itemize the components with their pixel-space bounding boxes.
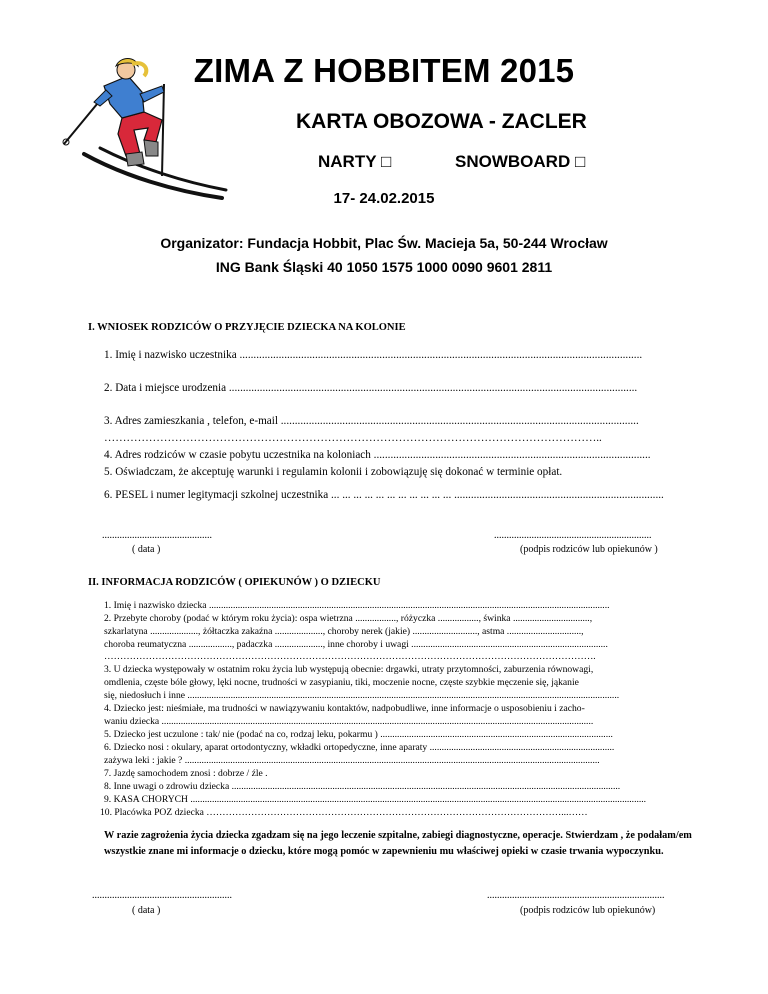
date-label-1: ( data ) <box>132 544 161 555</box>
organizer-info: Organizator: Fundacja Hobbit, Plac Św. Macieja 5a, 50-244 Wrocław <box>160 235 608 251</box>
form-line[interactable]: waniu dziecka .................................................................................................................................................................................... <box>104 716 594 727</box>
camp-dates: 17- 24.02.2015 <box>333 190 435 207</box>
signature-label-1: (podpis rodziców lub opiekunów ) <box>520 544 658 555</box>
form-line[interactable]: ………………………………………………………………………………………………………………………………………. <box>104 651 596 662</box>
form-line: 3. U dziecka występowały w ostatnim roku życia lub występują obecnie: drgawki, utraty przytomności, zaburzenia równowagi, <box>104 664 594 675</box>
date-label-2: ( data ) <box>132 905 161 916</box>
form-line[interactable]: szkarlatyna ...................., żółtaczka zakaźna ...................., choroby nerek (jakie) ..........................., astma ..............................., <box>104 626 584 637</box>
form-line[interactable]: 3. Adres zamieszkania , telefon, e-mail ................................................................................................................................ <box>104 415 639 427</box>
form-line[interactable]: 6. PESEL i numer legitymacji szkolnej uczestnika ... ... ... ... ... ... ... ... ... ... ... ........................................................................... <box>104 489 664 501</box>
date-field-2[interactable]: ........................................................ <box>92 890 232 901</box>
form-line[interactable]: 1. Imię i nazwisko uczestnika ................................................................................................................................................ <box>104 349 643 361</box>
form-line[interactable]: się, niedosłuch i inne .................................................................................................................................................................................... <box>104 690 620 701</box>
form-line[interactable]: 6. Dziecko nosi : okulary, aparat ortodontyczny, wkładki ortopedyczne, inne aparaty ............................................................................. <box>104 742 615 753</box>
form-line: omdlenia, częste bóle głowy, lęki nocne, trudności w zasypianiu, tiki, moczenie nocne, częste szybkie męczenie się, jąkanie <box>104 677 579 688</box>
signature-field-2[interactable]: ....................................................................... <box>487 890 665 901</box>
signature-label-2: (podpis rodziców lub opiekunów) <box>520 905 656 916</box>
form-line[interactable]: 2. Przebyte choroby (podać w którym roku życia): ospa wietrzna ................., różyczka ................., świnka ................................, <box>104 613 593 624</box>
option-snowboard-checkbox[interactable]: SNOWBOARD □ <box>455 152 586 171</box>
form-line[interactable]: choroba reumatyczna .................., padaczka ...................., inne choroby i uwagi .................................................................................. <box>104 639 608 650</box>
form-line[interactable]: 5. Dziecko jest uczulone : tak/ nie (podać na co, rodzaj leku, pokarmu ) ................................................................................................. <box>104 729 613 740</box>
form-line[interactable]: 2. Data i miejsce urodzenia .................................................................................................................................................. <box>104 382 638 394</box>
form-line[interactable]: 8. Inne uwagi o zdrowiu dziecka .................................................................................................................................................................. <box>104 781 621 792</box>
section1-heading: I. WNIOSEK RODZICÓW O PRZYJĘCIE DZIECKA NA KOLONIE <box>88 322 406 333</box>
option-ski-checkbox[interactable]: NARTY □ <box>318 152 392 171</box>
consent-statement: W razie zagrożenia życia dziecka zgadzam się na jego leczenie szpitalne, zabiegi diagnostyczne, operacje. Stwierdzam , że podałam/em wszystkie znane mi informacje o dziecku, które mogą pomóc w zapewnieniu mu właściwej opieki w czasie trwania wypoczynku. <box>104 830 692 857</box>
form-line: 7. Jazdę samochodem znosi : dobrze / źle . <box>104 768 268 779</box>
page-title: ZIMA Z HOBBITEM 2015 <box>193 52 575 89</box>
form-line: 5. Oświadczam, że akceptuję warunki i regulamin kolonii i zobowiązuję się dokonać w terminie opłat. <box>104 466 563 478</box>
form-line[interactable]: 4. Adres rodziców w czasie pobytu uczestnika na koloniach ................................................................................................... <box>104 449 651 461</box>
form-line[interactable]: zażywa leki : jakie ? ............................................................................................................................................................................. <box>104 755 600 766</box>
form-line[interactable]: 9. KASA CHORYCH .............................................................................................................................................................................................. <box>104 794 647 805</box>
date-field-1[interactable]: ............................................ <box>102 530 212 541</box>
form-line[interactable]: …………………………………………………………………………………………………………………….. <box>104 432 602 444</box>
page-subtitle: KARTA OBOZOWA - ZACLER <box>296 110 587 133</box>
section2-heading: II. INFORMACJA RODZICÓW ( OPIEKUNÓW ) O DZIECKU <box>88 577 381 588</box>
form-line[interactable]: 10. Placówka POZ dziecka …………………………………………………………………………………………………...…… <box>100 807 588 818</box>
form-line: 4. Dziecko jest: nieśmiałe, ma trudności w nawiązywaniu kontaktów, nadpobudliwe, inne informacje o usposobieniu i zacho- <box>104 703 585 714</box>
form-line[interactable]: 1. Imię i nazwisko dziecka ....................................................................................................................................................................... <box>104 600 610 611</box>
bank-account: ING Bank Śląski 40 1050 1575 1000 0090 9601 2811 <box>215 259 553 275</box>
signature-field-1[interactable]: ............................................................... <box>494 530 652 541</box>
